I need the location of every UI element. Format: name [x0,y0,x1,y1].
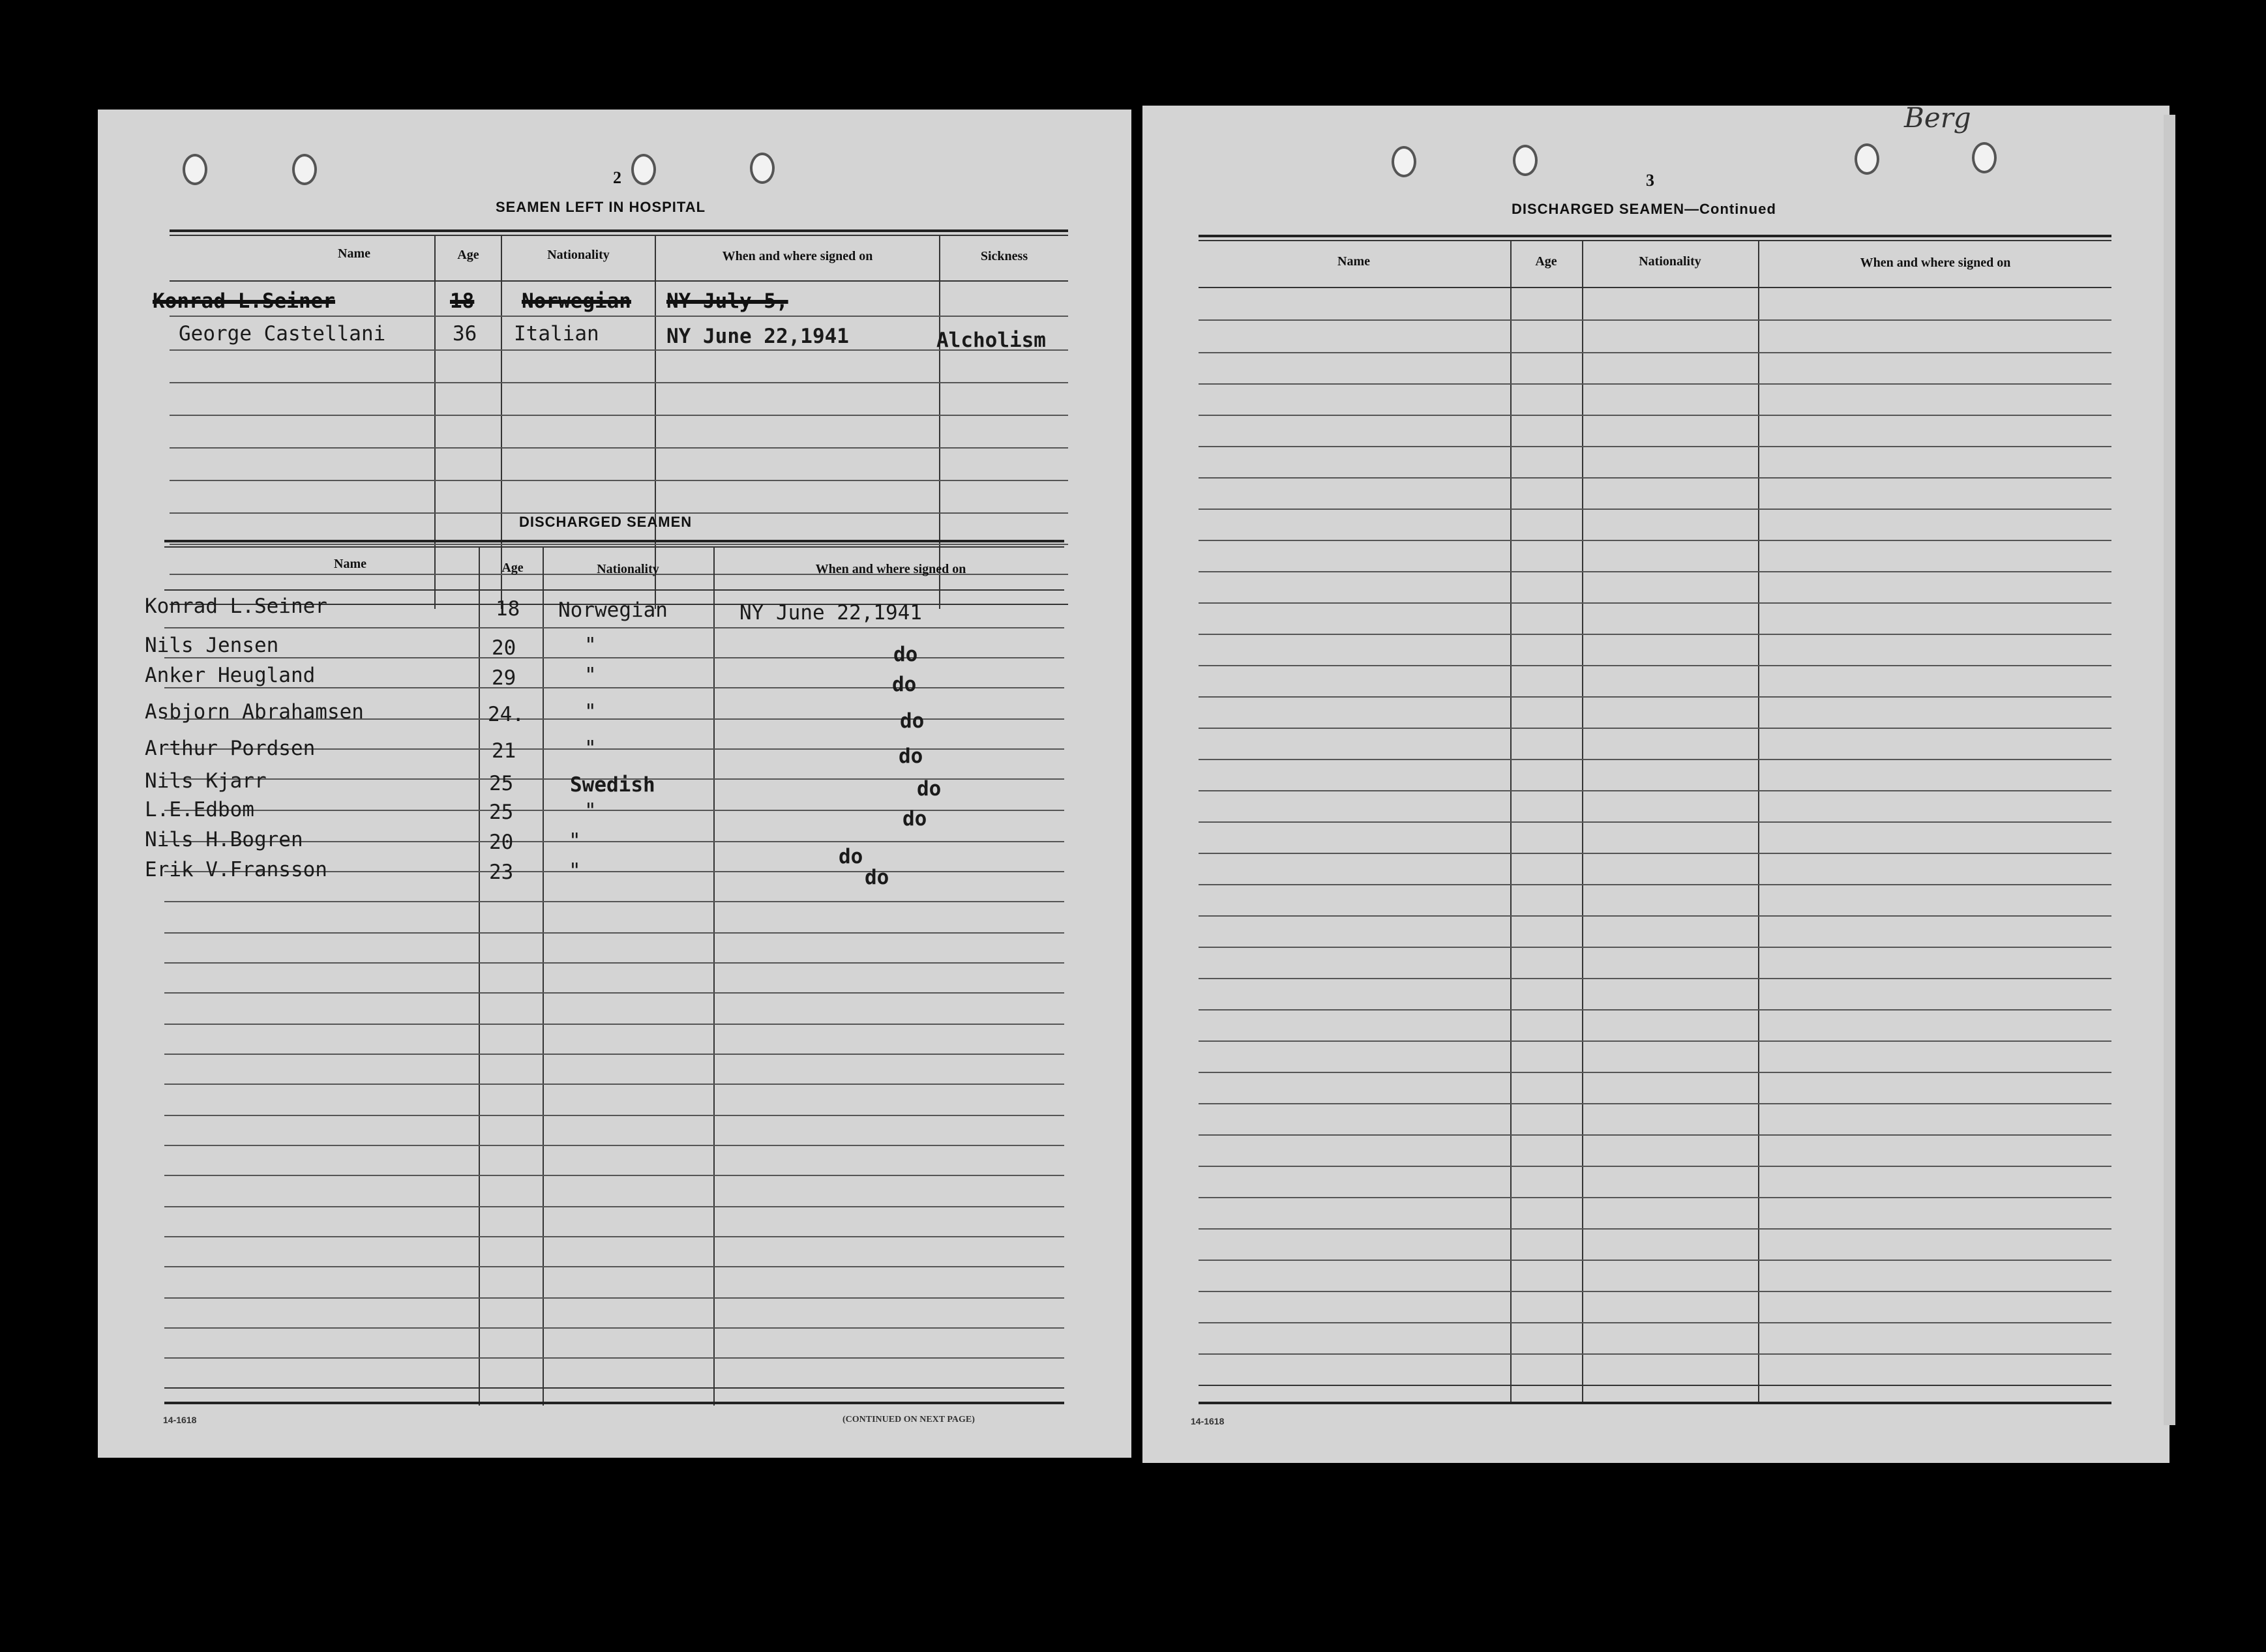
hospital-row-sickness: Alcholism [936,329,1046,352]
discharged-row-name: Erik V.Fransson [145,858,327,881]
discharged-row-signed-on: do [900,709,925,733]
continued-col-age: Age [1535,254,1557,269]
hospital-section-title: SEAMEN LEFT IN HOSPITAL [496,199,706,215]
discharged-row-age: 25 [489,801,514,824]
form-number: 14-1618 [1191,1416,1225,1426]
right-form-page [1142,106,2169,1463]
discharged-row-name: Arthur Pordsen [145,737,316,760]
discharged-section-title: DISCHARGED SEAMEN [519,514,693,530]
discharged-row-nationality: " [584,799,597,823]
hospital-row-age: 18 [450,289,475,313]
binder-hole [1392,146,1416,177]
binder-hole [631,154,656,185]
discharged-row-signed-on: do [917,777,942,801]
discharged-row-signed-on: do [892,673,917,696]
continued-note: (CONTINUED ON NEXT PAGE) [842,1415,975,1424]
discharged-row-name: Nils Jensen [145,634,279,657]
page-number: 3 [1646,171,1654,190]
discharged-row-nationality: " [584,700,597,724]
discharged-row-nationality: " [584,634,597,657]
binder-hole [1972,142,1997,173]
discharged-row-signed-on: do [865,866,889,889]
handwritten-mark: Berg [1904,106,1971,134]
discharged-row-age: 21 [492,739,516,763]
continued-col-nationality: Nationality [1639,254,1701,269]
hospital-row-nationality: Italian [514,322,599,346]
discharged-row-name: L.E.Edbom [145,798,254,821]
left-form-page [98,110,1131,1458]
discharged-row-age: 18 [496,597,520,621]
discharged-row-nationality: " [584,737,597,760]
discharged-row-nationality: " [584,664,597,687]
discharged-col-name: Name [334,557,366,571]
binder-hole [183,154,207,185]
page-edge [2164,115,2175,1425]
hospital-row-name: George Castellani [179,322,386,346]
continued-col-signed-on: When and where signed on [1860,256,2011,270]
discharged-row-signed-on: NY June 22,1941 [739,601,922,625]
discharged-row-name: Asbjorn Abrahamsen [145,700,364,724]
discharged-row-age: 29 [492,666,516,690]
hospital-col-signed-on: When and where signed on [722,249,873,263]
hospital-row-signed-on: NY June 22,1941 [666,325,849,348]
binder-hole [292,154,317,185]
form-number: 14-1618 [163,1415,197,1425]
page-number: 2 [613,168,621,187]
discharged-row-age: 20 [489,831,514,854]
hospital-col-age: Age [457,248,479,262]
discharged-row-name: Konrad L.Seiner [145,595,327,618]
hospital-col-nationality: Nationality [547,248,610,262]
discharged-col-nationality: Nationality [597,562,659,576]
hospital-row-nationality: Norwegian [522,289,631,313]
discharged-row-signed-on: do [839,845,863,868]
discharged-row-age: 25 [489,772,514,795]
discharged-row-nationality: Swedish [570,773,655,797]
discharged-row-age: 24. [488,703,524,726]
discharged-row-name: Nils H.Bogren [145,828,303,851]
discharged-col-signed-on: When and where signed on [815,562,966,576]
binder-hole [750,153,775,184]
hospital-row-age: 36 [453,322,477,346]
hospital-row-signed-on: NY July 5, [666,289,788,313]
discharged-continued-title: DISCHARGED SEAMEN—Continued [1512,201,1776,217]
discharged-col-age: Age [501,561,524,575]
discharged-row-signed-on: do [893,643,918,666]
hospital-col-sickness: Sickness [980,249,1028,263]
binder-hole [1513,145,1538,176]
discharged-row-nationality: Norwegian [558,598,668,622]
continued-col-name: Name [1337,254,1370,269]
discharged-row-name: Anker Heugland [145,664,316,687]
hospital-row-name: Konrad L.Seiner [153,289,335,313]
discharged-row-name: Nils Kjarr [145,769,267,793]
discharged-row-signed-on: do [899,745,923,768]
hospital-col-name: Name [338,246,370,261]
discharged-row-age: 20 [492,636,516,660]
discharged-row-nationality: " [569,859,581,883]
discharged-row-age: 23 [489,861,514,884]
binder-hole [1855,143,1879,175]
discharged-row-signed-on: do [902,807,927,831]
discharged-row-nationality: " [569,829,581,853]
